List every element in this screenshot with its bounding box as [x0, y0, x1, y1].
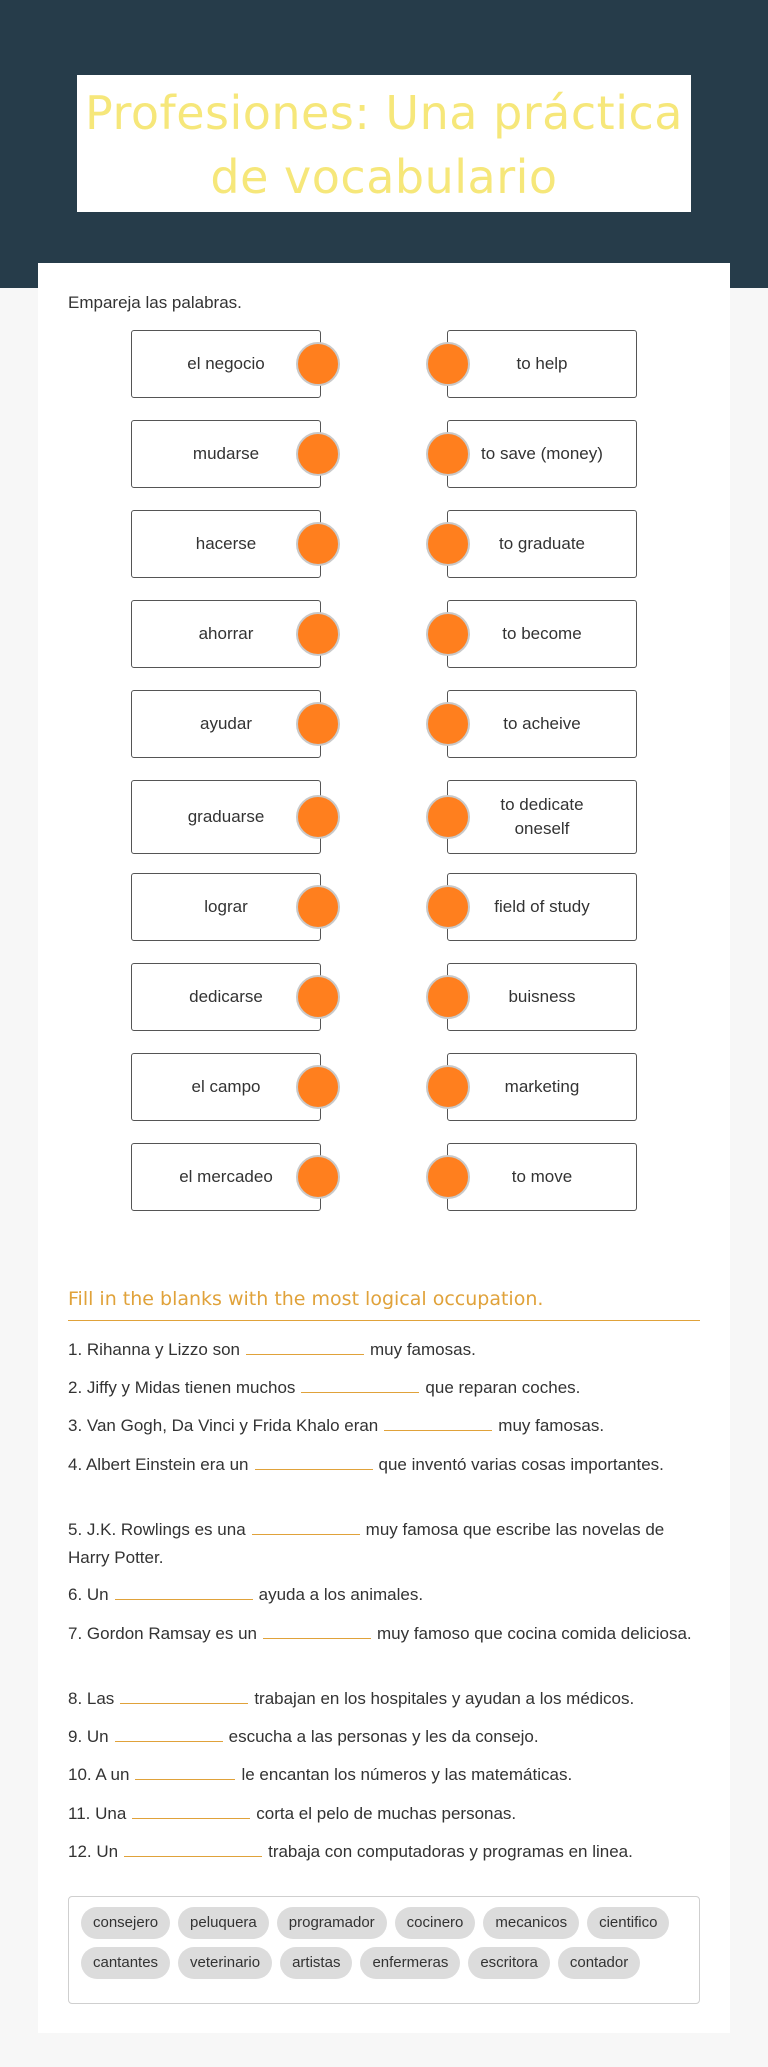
match-right-item[interactable]: to save (money)	[447, 420, 637, 488]
match-right-connector[interactable]	[426, 1155, 470, 1199]
sentence-item	[68, 1685, 700, 1713]
match-left-item[interactable]: graduarse	[131, 780, 321, 854]
sentence-item	[68, 1761, 700, 1789]
sentence-after: que inventó varias cosas importantes.	[378, 1455, 664, 1474]
worksheet-card	[38, 263, 730, 2033]
sentence-item	[68, 1838, 700, 1866]
word-chip[interactable]: veterinario	[178, 1947, 272, 1979]
sentence-after: le encantan los números y las matemáticas.	[241, 1765, 573, 1784]
word-bank	[68, 1896, 700, 2004]
sentence-before: 6. Un	[68, 1585, 109, 1604]
match-left-item[interactable]: el negocio	[131, 330, 321, 398]
match-left-connector[interactable]	[296, 522, 340, 566]
sentence-after: trabajan en los hospitales y ayudan a los médicos.	[254, 1689, 635, 1708]
sentence-before: 8. Las	[68, 1689, 115, 1708]
word-chip[interactable]: cantantes	[81, 1947, 170, 1979]
match-right-connector[interactable]	[426, 975, 470, 1019]
match-right-connector[interactable]	[426, 795, 470, 839]
sentence-item	[68, 1336, 700, 1364]
word-chip[interactable]: contador	[558, 1947, 640, 1979]
match-right-item[interactable]: field of study	[447, 873, 637, 941]
word-chip[interactable]: artistas	[280, 1947, 352, 1979]
answer-blank[interactable]	[263, 1621, 371, 1639]
match-left-item[interactable]: el mercadeo	[131, 1143, 321, 1211]
word-chip[interactable]: peluquera	[178, 1907, 269, 1939]
title-box	[77, 75, 691, 212]
sentence-before: 2. Jiffy y Midas tienen muchos	[68, 1378, 296, 1397]
sentence-after: muy famosas.	[370, 1340, 476, 1359]
match-right-item[interactable]: marketing	[447, 1053, 637, 1121]
sentence-before: 4. Albert Einstein era un	[68, 1455, 249, 1474]
answer-blank[interactable]	[132, 1801, 250, 1819]
sentence-after: ayuda a los animales.	[258, 1585, 424, 1604]
answer-blank[interactable]	[115, 1724, 223, 1742]
match-right-connector[interactable]	[426, 702, 470, 746]
answer-blank[interactable]	[115, 1582, 253, 1600]
match-left-item[interactable]: el campo	[131, 1053, 321, 1121]
match-left-item[interactable]: ahorrar	[131, 600, 321, 668]
answer-blank[interactable]	[246, 1337, 364, 1355]
match-right-item[interactable]: buisness	[447, 963, 637, 1031]
answer-blank[interactable]	[135, 1762, 235, 1780]
match-left-connector[interactable]	[296, 975, 340, 1019]
match-left-connector[interactable]	[296, 885, 340, 929]
sentence-before: 11. Una	[68, 1804, 127, 1823]
sentence-after: muy famoso que cocina comida deliciosa.	[376, 1624, 692, 1643]
word-chip[interactable]: cientifico	[587, 1907, 669, 1939]
match-instructions: Empareja las palabras.	[68, 293, 242, 312]
sentence-item	[68, 1451, 700, 1479]
match-right-item[interactable]: to dedicate oneself	[447, 780, 637, 854]
sentence-after: escucha a las personas y les da consejo.	[228, 1727, 539, 1746]
match-right-connector[interactable]	[426, 342, 470, 386]
match-left-connector[interactable]	[296, 795, 340, 839]
sentence-after: muy famosas.	[498, 1416, 605, 1435]
match-right-connector[interactable]	[426, 885, 470, 929]
answer-blank[interactable]	[124, 1839, 262, 1857]
match-left-connector[interactable]	[296, 702, 340, 746]
match-left-connector[interactable]	[296, 432, 340, 476]
match-left-item[interactable]: hacerse	[131, 510, 321, 578]
match-right-connector[interactable]	[426, 432, 470, 476]
answer-blank[interactable]	[120, 1686, 248, 1704]
match-left-item[interactable]: mudarse	[131, 420, 321, 488]
sentence-before: 9. Un	[68, 1727, 109, 1746]
sentence-before: 5. J.K. Rowlings es una	[68, 1520, 246, 1539]
match-left-connector[interactable]	[296, 1065, 340, 1109]
sentence-after: corta el pelo de muchas personas.	[256, 1804, 517, 1823]
match-left-connector[interactable]	[296, 612, 340, 656]
sentence-before: 12. Un	[68, 1842, 119, 1861]
word-chip[interactable]: programador	[277, 1907, 387, 1939]
word-chip[interactable]: consejero	[81, 1907, 170, 1939]
sentence-item	[68, 1800, 700, 1828]
fill-heading: Fill in the blanks with the most logical occupation.	[68, 1288, 700, 1321]
match-right-connector[interactable]	[426, 612, 470, 656]
sentence-after: que reparan coches.	[425, 1378, 581, 1397]
match-left-item[interactable]: dedicarse	[131, 963, 321, 1031]
match-left-connector[interactable]	[296, 342, 340, 386]
header-banner	[0, 0, 768, 288]
answer-blank[interactable]	[384, 1413, 492, 1431]
sentence-item	[68, 1620, 700, 1648]
match-left-item[interactable]: lograr	[131, 873, 321, 941]
sentence-before: 3. Van Gogh, Da Vinci y Frida Khalo eran	[68, 1416, 379, 1435]
answer-blank[interactable]	[252, 1517, 360, 1535]
sentence-item	[68, 1516, 700, 1572]
word-chip[interactable]: mecanicos	[483, 1907, 579, 1939]
match-right-item[interactable]: to move	[447, 1143, 637, 1211]
sentence-after: muy famosa que escribe las novelas de Harry Potter.	[68, 1520, 665, 1567]
match-left-connector[interactable]	[296, 1155, 340, 1199]
sentence-item	[68, 1723, 700, 1751]
match-right-connector[interactable]	[426, 1065, 470, 1109]
sentence-after: trabaja con computadoras y programas en linea.	[268, 1842, 633, 1861]
sentence-item	[68, 1412, 700, 1440]
match-right-connector[interactable]	[426, 522, 470, 566]
match-right-item[interactable]: to help	[447, 330, 637, 398]
match-right-item[interactable]: to become	[447, 600, 637, 668]
match-left-item[interactable]: ayudar	[131, 690, 321, 758]
word-chip[interactable]: enfermeras	[360, 1947, 460, 1979]
answer-blank[interactable]	[301, 1375, 419, 1393]
match-right-item[interactable]: to acheive	[447, 690, 637, 758]
word-chip[interactable]: cocinero	[395, 1907, 476, 1939]
sentence-before: 1. Rihanna y Lizzo son	[68, 1340, 240, 1359]
word-chip[interactable]: escritora	[468, 1947, 550, 1979]
sentence-item	[68, 1374, 700, 1402]
sentence-before: 10. A un	[68, 1765, 130, 1784]
answer-blank[interactable]	[255, 1452, 373, 1470]
sentence-item	[68, 1581, 700, 1609]
page-title: Profesiones: Una práctica de vocabulario	[85, 86, 683, 204]
match-right-item[interactable]: to graduate	[447, 510, 637, 578]
sentence-before: 7. Gordon Ramsay es un	[68, 1624, 257, 1643]
